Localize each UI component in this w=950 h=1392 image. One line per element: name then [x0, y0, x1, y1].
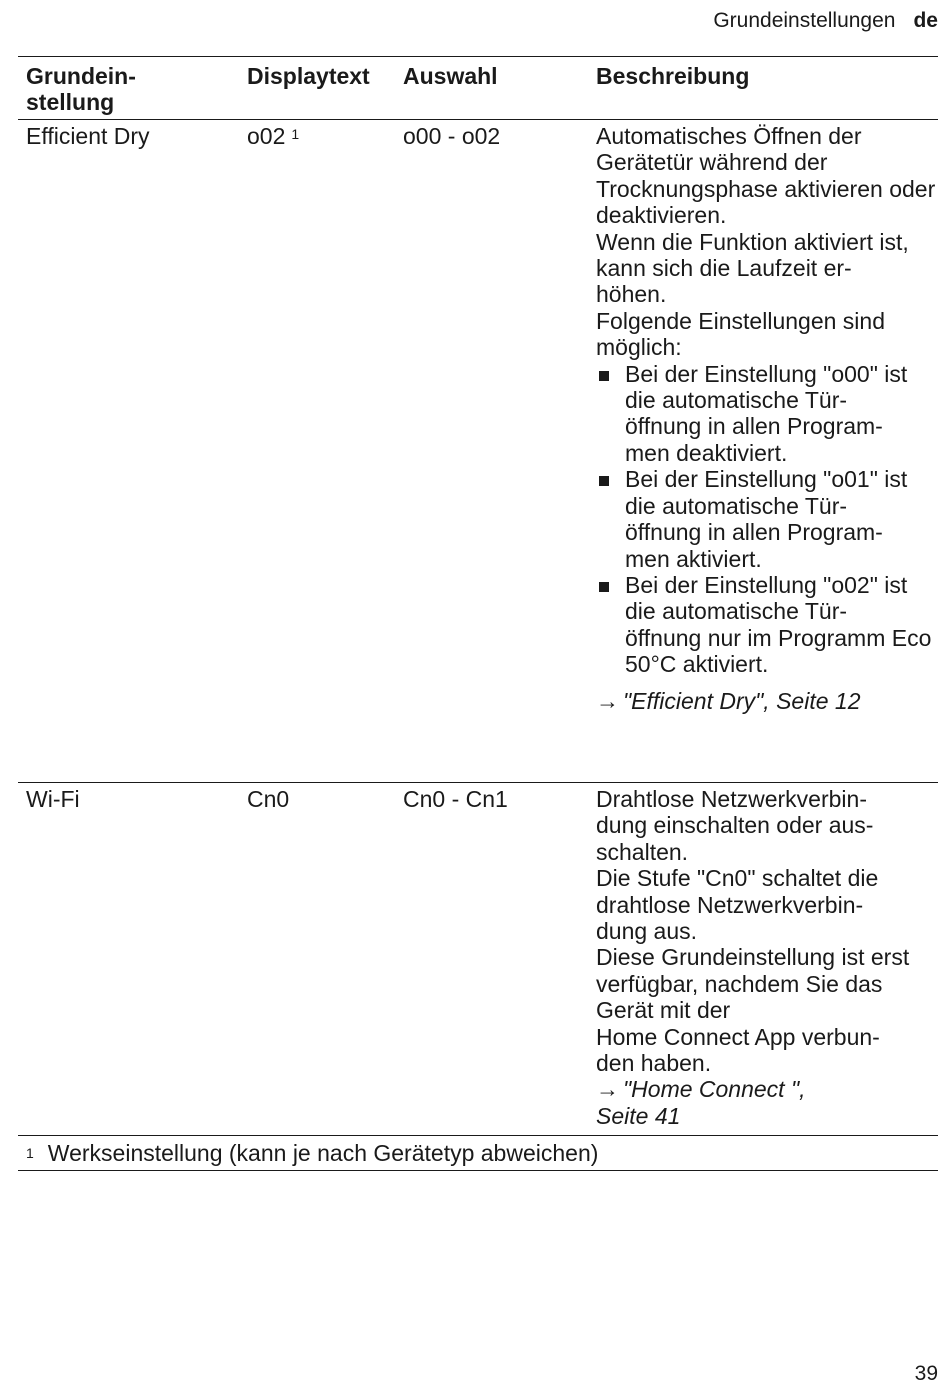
section-title: Grundeinstellungen	[713, 9, 896, 32]
description-paragraph: Die Stufe "Cn0" schaltet die drahtlose Netzwerkverbin- dung aus.	[596, 865, 879, 945]
arrow-icon: →	[596, 1076, 619, 1103]
setting-name: Efficient Dry	[26, 123, 150, 149]
description-paragraph: Wenn die Funktion aktiviert ist, kann sich die Laufzeit er- höhen.	[596, 228, 909, 308]
selection-range: o00 - o02	[403, 123, 501, 149]
selection-range: Cn0 - Cn1	[403, 786, 508, 812]
running-header	[713, 8, 938, 34]
description-paragraph: Automatisches Öffnen der Gerätetür während der Trocknungsphase aktivieren oder deaktivieren.	[596, 123, 936, 229]
column-header-setting: Grundein- stellung	[26, 63, 136, 116]
description	[596, 123, 938, 714]
option-item: Bei der Einstellung "o01" ist die automatische Tür- öffnung in allen Program- men aktiviert.	[596, 466, 938, 572]
arrow-icon: →	[596, 687, 619, 714]
column-header-description: Beschreibung	[596, 63, 750, 89]
footnote-text: Werkseinstellung (kann je nach Gerätetyp abweichen)	[47, 1140, 599, 1166]
column-header-display: Displaytext	[247, 63, 370, 89]
table-footnote	[18, 1136, 938, 1170]
setting-name: Wi-Fi	[26, 786, 80, 812]
table-bottom-rule	[18, 1170, 938, 1171]
language-tag: de	[913, 9, 938, 32]
table-header-row	[18, 57, 938, 119]
display-text: Cn0	[247, 786, 290, 812]
footnote-mark: 1	[26, 1145, 34, 1161]
settings-table	[18, 56, 938, 1171]
options-list	[596, 361, 938, 678]
description-paragraph: Diese Grundeinstellung ist erst verfügbar, nachdem Sie das Gerät mit der Home Connect App verbun- den haben.	[596, 944, 910, 1077]
cross-reference-text: "Home Connect ", Seite 41	[596, 1076, 806, 1129]
description-paragraph: Drahtlose Netzwerkverbin- dung einschalten oder aus- schalten.	[596, 786, 874, 865]
cross-reference-text: "Efficient Dry", Seite 12	[623, 687, 861, 714]
cross-reference-link[interactable]	[596, 1076, 938, 1129]
description-paragraph: Folgende Einstellungen sind möglich:	[596, 307, 885, 361]
page-number: 39	[914, 1362, 938, 1385]
table-row-wifi	[18, 783, 938, 1135]
footnote-ref: 1	[291, 126, 300, 142]
description	[596, 786, 938, 1129]
table-row-efficient-dry	[18, 120, 938, 782]
option-item: Bei der Einstellung "o00" ist die automatische Tür- öffnung in allen Program- men deaktiviert.	[596, 361, 938, 467]
display-text	[247, 123, 397, 149]
footnote-line	[26, 1140, 926, 1166]
option-item: Bei der Einstellung "o02" ist die automatische Tür- öffnung nur im Programm Eco 50°C aktiviert.	[596, 572, 938, 678]
column-header-selection: Auswahl	[403, 63, 498, 89]
display-value: o02	[247, 123, 286, 149]
cross-reference-link[interactable]	[596, 688, 938, 714]
